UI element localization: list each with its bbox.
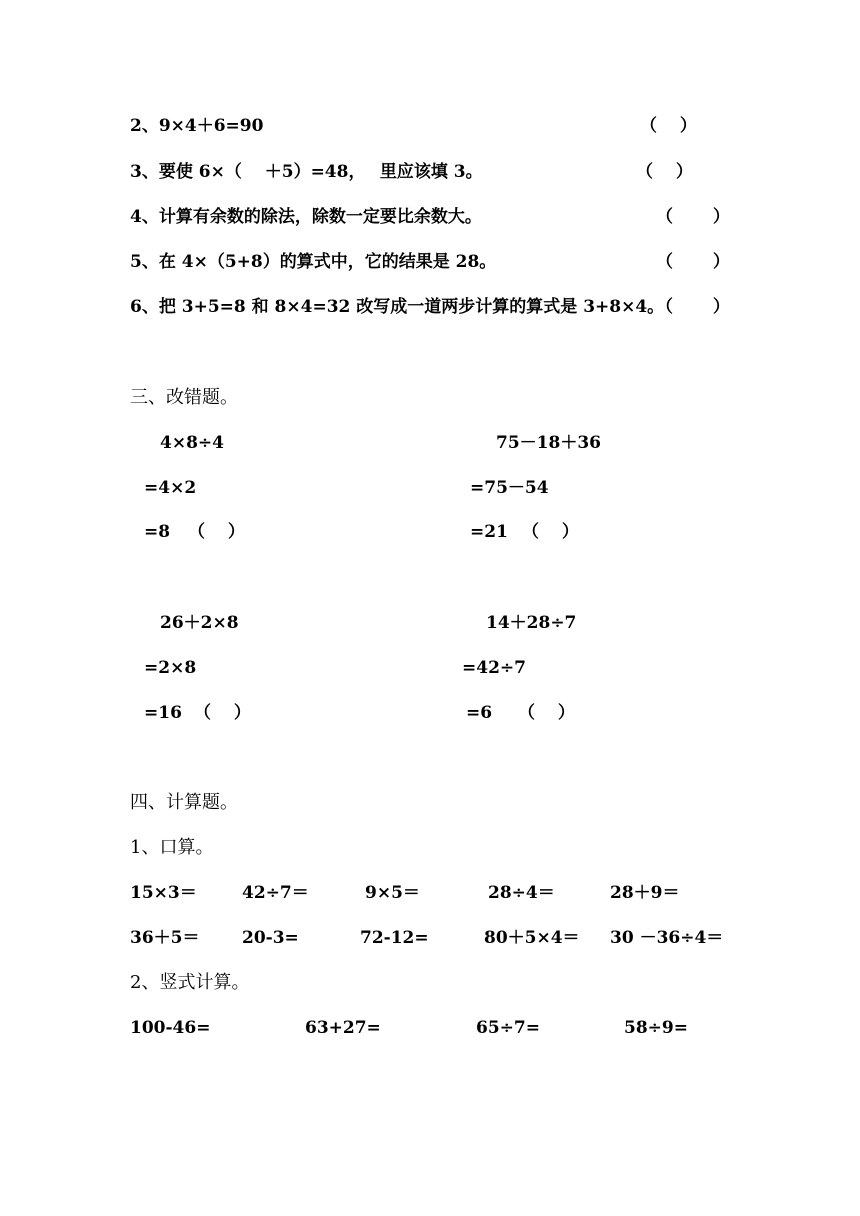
oral-row2-item: 36＋5＝ — [130, 928, 200, 948]
correction-2-step1: =75－54 — [470, 478, 549, 498]
vertical-calc-item: 58÷9= — [624, 1018, 688, 1038]
judge-q5-answer-paren[interactable]: （ ） — [656, 252, 730, 272]
correction-3-expr: 26＋2×8 — [160, 613, 239, 633]
correction-3-step1: =2×8 — [144, 658, 197, 678]
judge-q3-answer-paren[interactable]: （ ） — [636, 162, 693, 182]
correction-4-step2: =6 — [466, 703, 493, 723]
correction-2-expr: 75－18＋36 — [496, 433, 601, 453]
oral-row2-item: 80＋5×4＝ — [484, 928, 580, 948]
vertical-calc-item: 63+27= — [305, 1018, 381, 1038]
oral-calc-title: 1、口算。 — [130, 837, 214, 858]
judge-q4-text: 4、计算有余数的除法，除数一定要比余数大。 — [130, 207, 482, 227]
judge-q3-text: 3、要使 6×（ ＋5）=48， 里应该填 3。 — [130, 162, 483, 182]
vertical-calc-item: 100-46= — [130, 1018, 211, 1038]
oral-row1-item: 15×3＝ — [130, 883, 197, 903]
correction-2-step2: =21 — [470, 522, 508, 542]
judge-q6-answer-paren[interactable]: （ ） — [656, 297, 730, 317]
correction-4-answer-paren[interactable]: （ ） — [518, 703, 575, 723]
judge-q6-text: 6、把 3+5=8 和 8×4=32 改写成一道两步计算的算式是 3+8×4。 — [130, 297, 665, 317]
correction-4-expr: 14＋28÷7 — [486, 613, 577, 633]
judge-q4-answer-paren[interactable]: （ ） — [656, 207, 730, 227]
correction-4-step1: =42÷7 — [462, 658, 526, 678]
correction-1-answer-paren[interactable]: （ ） — [188, 522, 245, 542]
oral-row2-item: 20-3= — [242, 928, 299, 948]
correction-3-answer-paren[interactable]: （ ） — [194, 703, 251, 723]
correction-1-expr: 4×8÷4 — [160, 433, 224, 453]
oral-row1-item: 28÷4＝ — [488, 883, 555, 903]
judge-q5-text: 5、在 4×（5+8）的算式中，它的结果是 28。 — [130, 252, 497, 272]
judge-q2-text: 2、9×4＋6=90 — [130, 116, 264, 136]
correction-1-step2: =8 — [144, 522, 171, 542]
oral-row1-item: 9×5＝ — [365, 883, 420, 903]
section-title-correction: 三、改错题。 — [130, 387, 238, 408]
correction-3-step2: =16 — [144, 703, 182, 723]
correction-1-step1: =4×2 — [144, 478, 197, 498]
oral-row1-item: 42÷7＝ — [242, 883, 309, 903]
vertical-calc-item: 65÷7= — [476, 1018, 540, 1038]
section-title-calc: 四、计算题。 — [130, 792, 238, 813]
correction-2-answer-paren[interactable]: （ ） — [522, 522, 579, 542]
oral-row2-item: 72-12= — [360, 928, 429, 948]
oral-row1-item: 28＋9＝ — [610, 883, 680, 903]
judge-q2-answer-paren[interactable]: （ ） — [640, 116, 697, 136]
vertical-calc-title: 2、竖式计算。 — [130, 972, 250, 993]
oral-row2-item: 30 －36÷4＝ — [610, 928, 724, 948]
